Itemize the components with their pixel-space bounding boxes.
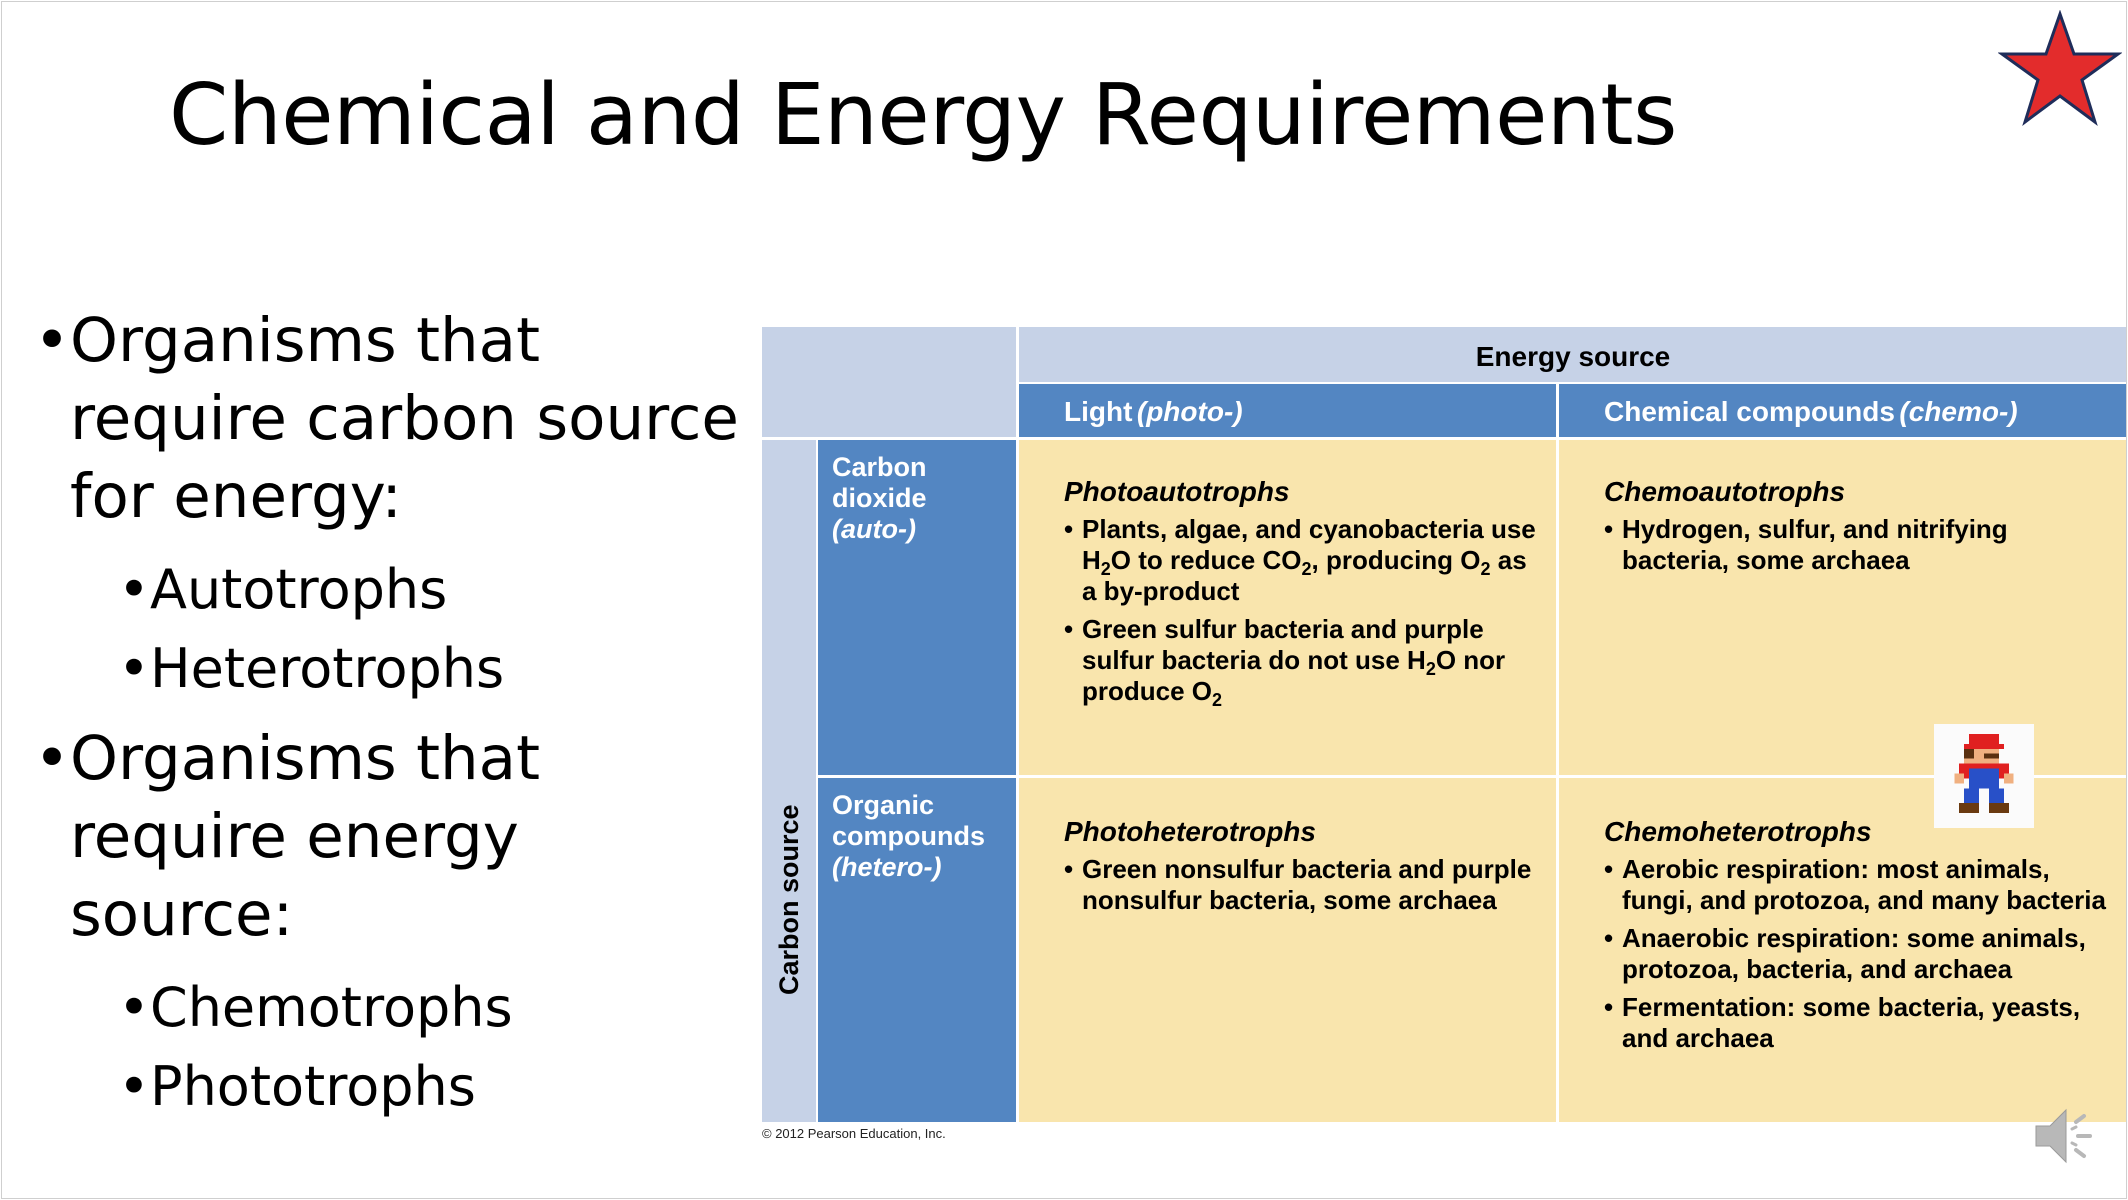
cell-chemoheterotrophs xyxy=(1559,778,2127,1122)
col-chem-prefix: (chemo-) xyxy=(1899,396,2018,427)
list-item: • Green nonsulfur bacteria and purple nonsulfur bacteria, some archaea xyxy=(1064,854,1536,916)
star-icon xyxy=(1998,10,2122,126)
row-co2-label: Carbon dioxide xyxy=(832,452,927,513)
slide xyxy=(1,1,2127,1199)
slide-title: Chemical and Energy Requirements xyxy=(169,66,1677,165)
mario-sprite-icon xyxy=(1934,724,2034,828)
sub-bullet-item: • Heterotrophs xyxy=(32,629,752,708)
speaker-icon[interactable] xyxy=(2032,1100,2102,1172)
energy-source-header xyxy=(1019,327,2127,382)
sub-bullet-item: • Autotrophs xyxy=(32,550,752,629)
list-item: • Fermentation: some bacteria, yeasts, and archaea xyxy=(1604,992,2117,1054)
cell-title: Photoautotrophs xyxy=(1064,476,1290,507)
list-item: • Green sulfur bacteria and purple sulfur bacteria do not use $H_2O$ nor produce $O_2$ xyxy=(1064,614,1536,707)
sub-bullet-item: • Chemotrophs xyxy=(32,968,752,1047)
row-co2-prefix: (auto-) xyxy=(832,514,916,544)
col-header-chemical xyxy=(1559,384,2127,437)
bullet-item: • Organisms that require energy source: xyxy=(32,720,752,954)
row-org-prefix: (hetero-) xyxy=(832,852,942,882)
carbon-source-label: Carbon source xyxy=(774,804,804,995)
bullet-item: • Organisms that require carbon source for energy: xyxy=(32,302,752,536)
cell-chemoautotrophs xyxy=(1559,440,2127,775)
col-light-prefix: (photo-) xyxy=(1136,396,1243,427)
row-header-co2 xyxy=(818,440,1016,775)
cell-photoheterotrophs xyxy=(1019,778,1556,1122)
list-item: • Aerobic respiration: most animals, fungi, and protozoa, and many bacteria xyxy=(1604,854,2117,916)
bullet-group xyxy=(32,720,752,1126)
cell-photoautotrophs xyxy=(1019,440,1556,775)
sub-bullet-item: • Phototrophs xyxy=(32,1047,752,1126)
cell-title: Chemoautotrophs xyxy=(1604,476,1846,507)
row-org-label: Organic compounds xyxy=(832,790,985,851)
row-header-organic xyxy=(818,778,1016,1122)
cell-title: Chemoheterotrophs xyxy=(1604,816,1872,847)
list-item: • Anaerobic respiration: some animals, protozoa, bacteria, and archaea xyxy=(1604,923,2117,985)
metabolic-classification-table xyxy=(762,327,2127,1122)
cell-title: Photoheterotrophs xyxy=(1064,816,1316,847)
bullet-group xyxy=(32,302,752,708)
col-light-label: Light xyxy=(1064,396,1133,427)
table-corner xyxy=(762,327,1016,437)
col-header-light xyxy=(1019,384,1556,437)
copyright-text: © 2012 Pearson Education, Inc. xyxy=(762,1126,946,1141)
list-item: • Hydrogen, sulfur, and nitrifying bacteria, some archaea xyxy=(1604,514,2107,576)
bullet-list xyxy=(32,302,752,1126)
list-item: • Plants, algae, and cyanobacteria use $H_2O$ to reduce $CO_2$, producing $O_2$ as a by-product xyxy=(1064,514,1536,607)
energy-source-label: Energy source xyxy=(1475,341,1671,372)
col-chem-label: Chemical compounds xyxy=(1604,396,1895,427)
carbon-source-header xyxy=(762,440,816,1122)
